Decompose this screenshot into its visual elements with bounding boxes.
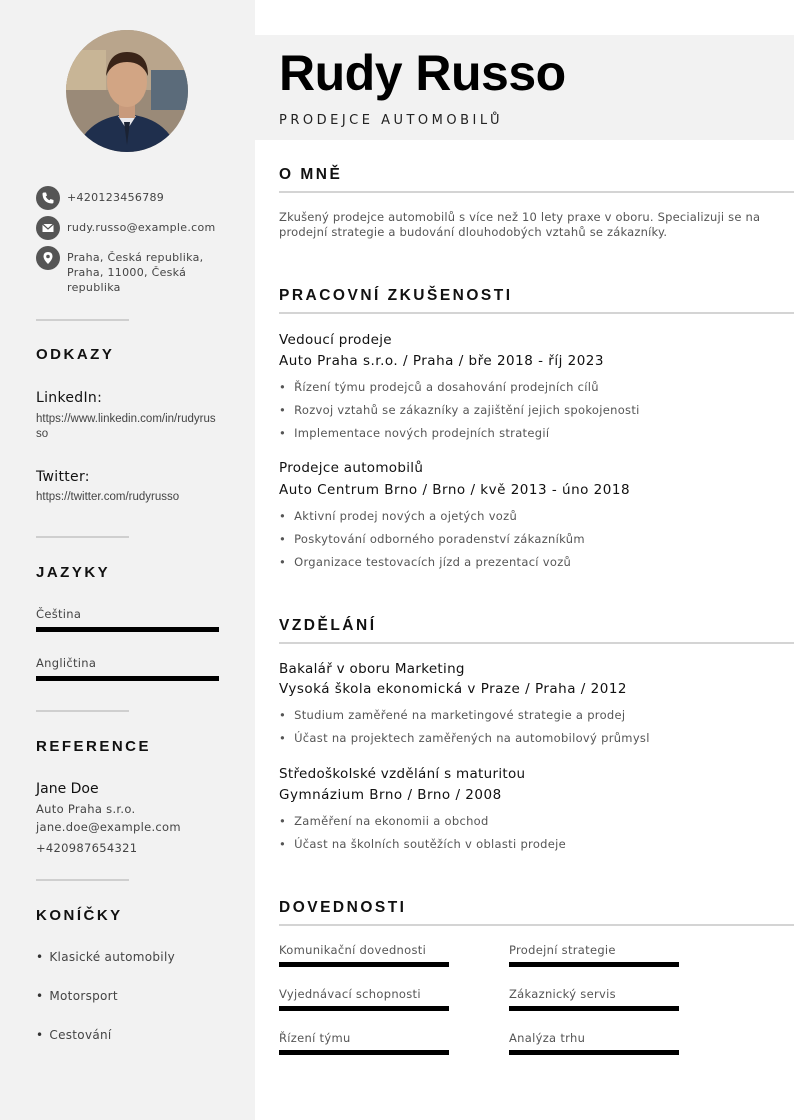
language-level-bar [36,627,219,632]
section-divider [279,924,794,926]
sidebar [0,0,255,1120]
hobby-item: • Motorsport [36,989,118,1003]
reference-email: jane.doe@example.com [36,820,181,834]
hobbies-heading: KONÍČKY [36,907,123,924]
reference-heading: REFERENCE [36,738,152,755]
job-org: Auto Centrum Brno / Brno / kvě 2013 - úno 2018 [279,482,631,498]
education-org: Gymnázium Brno / Brno / 2008 [279,787,502,803]
section-divider [279,642,794,644]
twitter-link[interactable]: https://twitter.com/rudyrusso [36,491,180,503]
job-bullet: • Aktivní prodej nových a ojetých vozů [279,509,517,523]
education-org: Vysoká škola ekonomická v Praze / Praha / 2012 [279,681,628,697]
reference-name: Jane Doe [36,781,99,797]
contact-email [36,216,226,240]
contact-address [36,246,226,295]
job-bullet: • Organizace testovacích jízd a prezentací vozů [279,555,571,569]
languages-heading: JAZYKY [36,564,111,581]
hobby-item: • Klasické automobily [36,950,175,964]
education-heading: VZDĚLÁNÍ [279,617,377,634]
job-role: PRODEJCE AUTOMOBILŮ [279,113,503,128]
job-bullet: • Implementace nových prodejních strategií [279,426,549,440]
skill-level-bar [279,1006,449,1011]
twitter-label: Twitter: [36,469,90,485]
skill-level-bar [509,962,679,967]
divider [36,319,129,321]
education-bullet: • Studium zaměřené na marketingové strategie a prodej [279,708,625,722]
skill-level-bar [279,962,449,967]
person-name: Rudy Russo [279,45,566,101]
linkedin-label: LinkedIn: [36,390,103,406]
section-divider [279,191,794,193]
linkedin-link[interactable]: https://www.linkedin.com/in/rudyrusso [36,413,216,440]
language-name: Čeština [36,607,82,621]
skill-level-bar [509,1050,679,1055]
address: Praha, Česká republika, Praha, 11000, Česká republika [67,251,204,294]
links-heading: ODKAZY [36,346,115,363]
main-content [255,0,794,1120]
profile-photo [66,30,188,152]
reference-company: Auto Praha s.r.o. [36,802,136,816]
email-address: rudy.russo@example.com [67,221,216,234]
location-pin-icon [36,246,60,270]
education-title: Středoškolské vzdělání s maturitou [279,766,526,782]
contact-phone [36,186,226,210]
email-icon [36,216,60,240]
skill-name: Prodejní strategie [509,943,616,957]
job-bullet: • Rozvoj vztahů se zákazníky a zajištění jejich spokojenosti [279,403,640,417]
job-org: Auto Praha s.r.o. / Praha / bře 2018 - říj 2023 [279,353,604,369]
divider [36,710,129,712]
section-divider [279,312,794,314]
skill-name: Analýza trhu [509,1031,586,1045]
language-level-bar [36,676,219,681]
skill-level-bar [509,1006,679,1011]
language-name: Angličtina [36,656,97,670]
about-text: Zkušený prodejce automobilů s více než 10 lety praxe v oboru. Specializuji se na prodejní strategie a budování dlouhodobých vztahů se zákazníky. [279,210,761,239]
education-title: Bakalář v oboru Marketing [279,661,465,677]
skills-heading: DOVEDNOSTI [279,899,407,916]
job-bullet: • Poskytování odborného poradenství zákazníkům [279,532,585,546]
skill-name: Zákaznický servis [509,987,616,1001]
skill-name: Vyjednávací schopnosti [279,987,421,1001]
skill-name: Komunikační dovednosti [279,943,427,957]
divider [36,536,129,538]
job-bullet: • Řízení týmu prodejců a dosahování prodejních cílů [279,380,599,394]
about-heading: O MNĚ [279,166,343,183]
hobby-item: • Cestování [36,1028,112,1042]
divider [36,879,129,881]
education-bullet: • Účast na školních soutěžích v oblasti prodeje [279,837,566,851]
skill-level-bar [279,1050,449,1055]
job-title: Vedoucí prodeje [279,332,392,348]
skill-name: Řízení týmu [279,1031,351,1045]
education-bullet: • Účast na projektech zaměřených na automobilový průmysl [279,731,650,745]
experience-heading: PRACOVNÍ ZKUŠENOSTI [279,287,513,304]
education-bullet: • Zaměření na ekonomii a obchod [279,814,489,828]
reference-phone: +420987654321 [36,841,138,855]
job-title: Prodejce automobilů [279,460,424,476]
phone-number: +420123456789 [67,191,165,204]
phone-icon [36,186,60,210]
